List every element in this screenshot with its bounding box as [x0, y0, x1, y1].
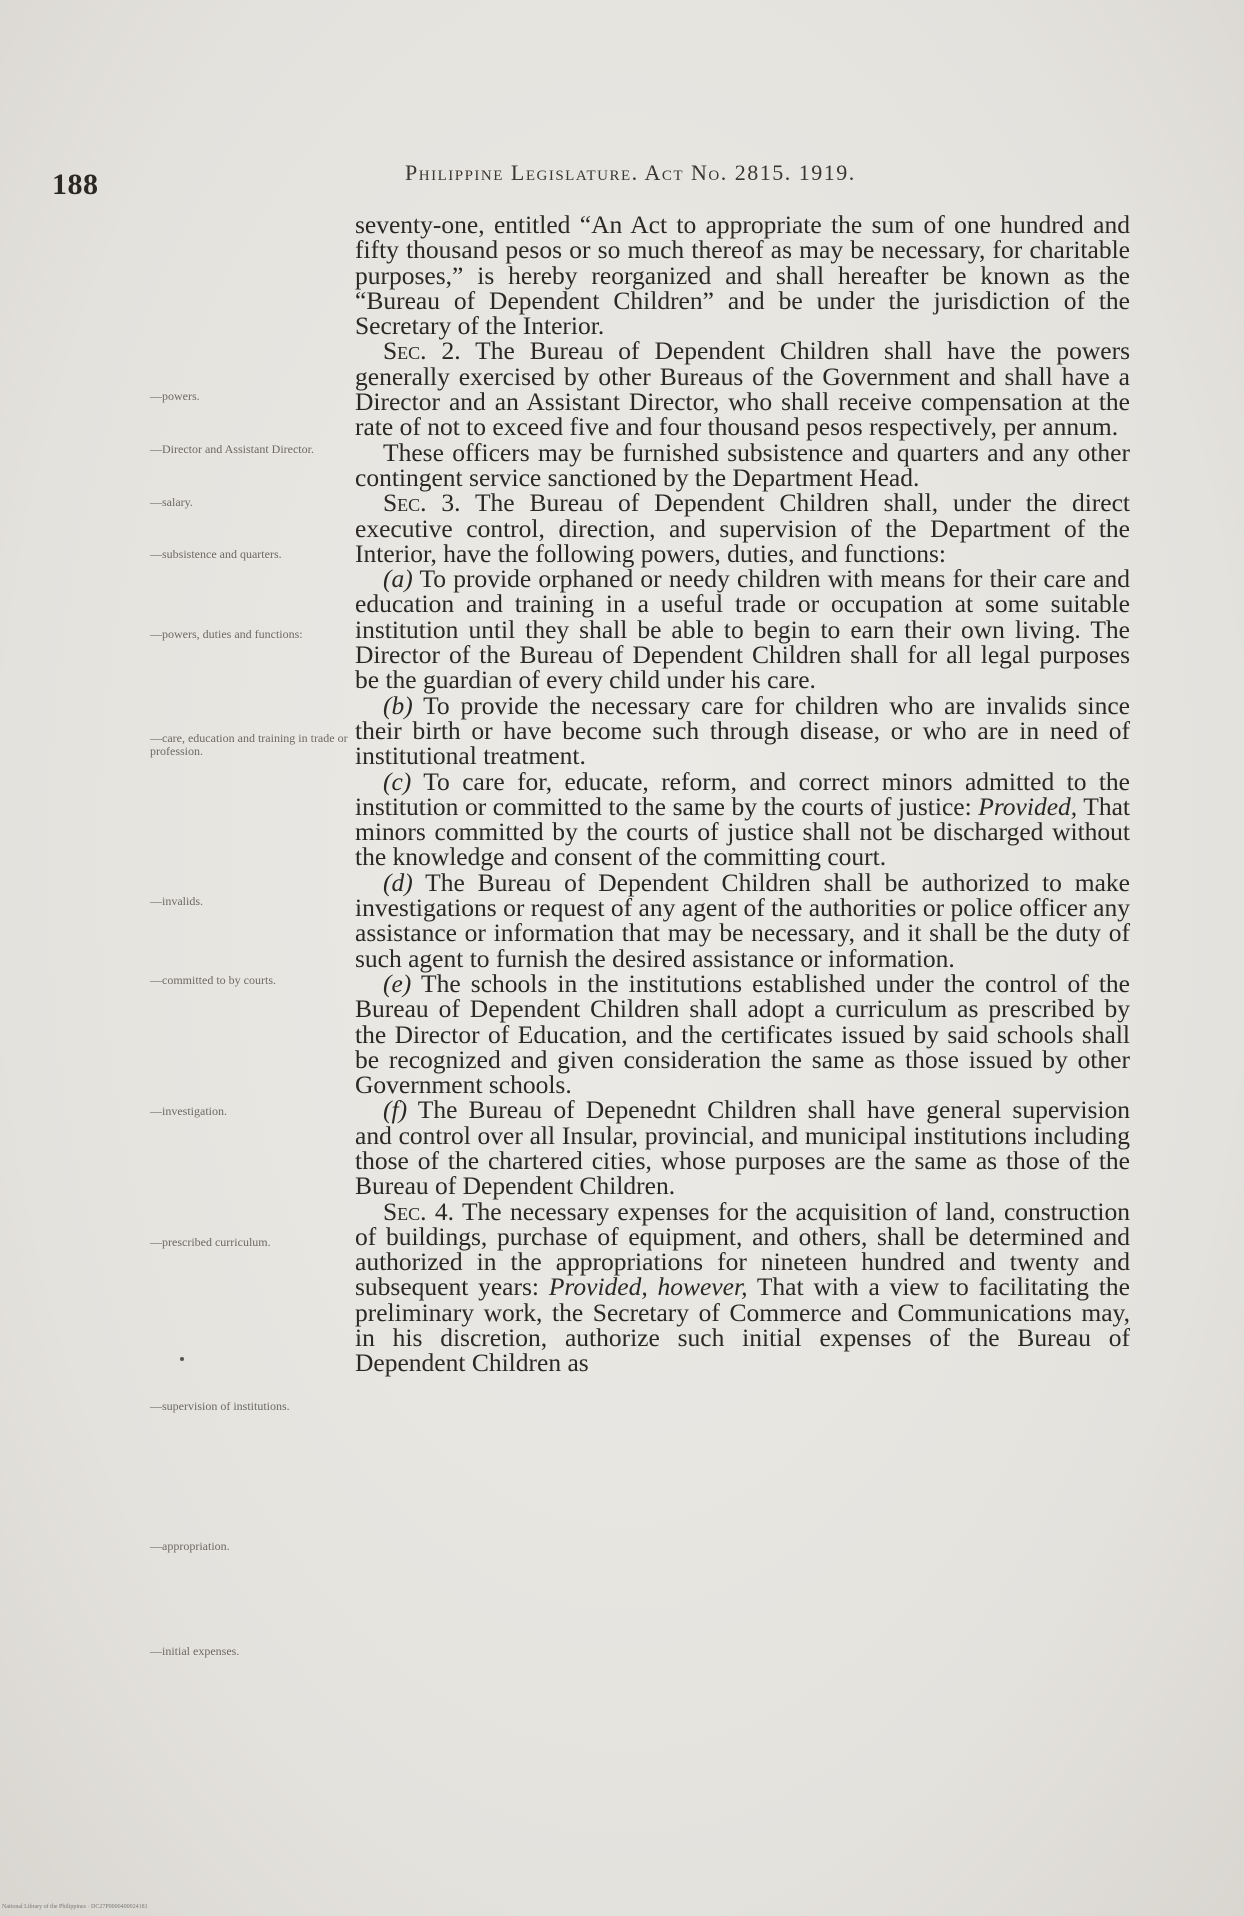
paragraph-sec2: Sec. 2. The Bureau of Dependent Children shall have the powers generally exercised by other Bureaus of the Government and shall have a Director and an Assistant Director, who shall receive compensation at the rate of not to exceed five and four thousand pesos respectively, per annum. — [355, 336, 1130, 442]
paragraph-b: (b) To provide the necessary care for children who are invalids since their birth or have become such through disease, or who are in need of institutional treatment. — [355, 690, 1130, 771]
paragraph-sec4: Sec. 4. The necessary expenses for the acquisition of land, construction of buildings, purchase of equipment, and others, shall be determined and authorized in the appropriations for nineteen hundred and twenty and subsequent years: Provided, however, That with a view to facilitating the preliminary work, the Secretary of Commerce and Communications may, in his discretion, authorize such initial expenses of the Bureau of Dependent Children as — [355, 1196, 1130, 1378]
provided-term: Provided, however, — [548, 1272, 748, 1302]
section-label: Sec. 3. — [383, 488, 461, 518]
section-label: Sec. 2. — [383, 336, 461, 366]
margin-note: —care, education and training in trade or profession. — [150, 731, 348, 758]
margin-note: —Director and Assistant Director. — [150, 442, 314, 456]
margin-note: —invalids. — [150, 894, 203, 908]
body-text — [355, 212, 1130, 1376]
margin-note: —salary. — [150, 495, 193, 509]
margin-note: —powers, duties and functions: — [150, 627, 303, 641]
item-label: (f) — [383, 1095, 408, 1125]
item-label: (b) — [383, 690, 413, 720]
item-label: (d) — [383, 867, 413, 897]
margin-note: —powers. — [150, 389, 200, 403]
margin-note: —subsistence and quarters. — [150, 547, 282, 561]
margin-note: —investigation. — [150, 1104, 227, 1118]
paragraph-officers: These officers may be furnished subsistence and quarters and any other contingent service sanctioned by the Department Head. — [355, 437, 1130, 492]
paragraph-c: (c) To care for, educate, reform, and correct minors admitted to the institution or committed to the same by the courts of justice: Provided, That minors committed by the courts of justice shall not be discharged without the knowledge and consent of the committing court. — [355, 766, 1131, 872]
margin-note: —appropriation. — [150, 1539, 230, 1553]
paragraph-d: (d) The Bureau of Dependent Children shall be authorized to make investigations or request of any agent of the authorities or police officer any assistance or information that may be necessary, and it shall be the duty of such agent to furnish the desired assistance or information. — [355, 867, 1130, 973]
item-label: (a) — [383, 564, 413, 594]
paragraph-sec3: Sec. 3. The Bureau of Dependent Children shall, under the direct executive control, direction, and supervision of the Department of the Interior, have the following powers, duties, and functions: — [355, 488, 1130, 568]
running-head: Philippine Legislature. Act No. 2815. 1919. — [405, 160, 856, 185]
margin-note: —supervision of institutions. — [150, 1399, 290, 1413]
item-label: (c) — [383, 766, 412, 796]
paragraph-a: (a) To provide orphaned or needy children with means for their care and education and training in a useful trade or occupation at some suitable institution until they shall be able to begin to earn their own living. The Director of the Bureau of Dependent Children shall for all legal purposes be the guardian of every child under his care. — [355, 564, 1130, 695]
margin-note: —committed to by courts. — [150, 973, 276, 987]
page-number: 188 — [52, 168, 99, 201]
paragraph-e: (e) The schools in the institutions established under the control of the Bureau of Dependent Children shall adopt a curriculum as prescribed by the Director of Education, and the certificates issued by said schools shall be recognized and given consideration the same as those issued by other Government schools. — [355, 968, 1130, 1100]
archive-stamp: National Library of the Philippines · DC27P0000400024181 — [2, 1904, 148, 1910]
item-label: (e) — [383, 968, 412, 998]
ink-speck — [180, 1357, 184, 1361]
margin-note: —prescribed curriculum. — [150, 1235, 271, 1249]
paragraph-intro: seventy-one, entitled “An Act to appropriate the sum of one hundred and fifty thousand pesos or so much thereof as may be necessary, for charitable purposes,” is hereby reorganized and shall hereafter be known as the “Bureau of Dependent Children” and be under the jurisdiction of the Secretary of the Interior. — [355, 210, 1130, 341]
paragraph-f: (f) The Bureau of Depenednt Children shall have general supervision and control over all Insular, provincial, and municipal institutions including those of the chartered cities, whose purposes are the same as those of the Bureau of Dependent Children. — [355, 1095, 1130, 1201]
section-label: Sec. 4. — [383, 1196, 455, 1226]
provided-term: Provided, — [978, 791, 1078, 821]
margin-note: —initial expenses. — [150, 1644, 240, 1658]
